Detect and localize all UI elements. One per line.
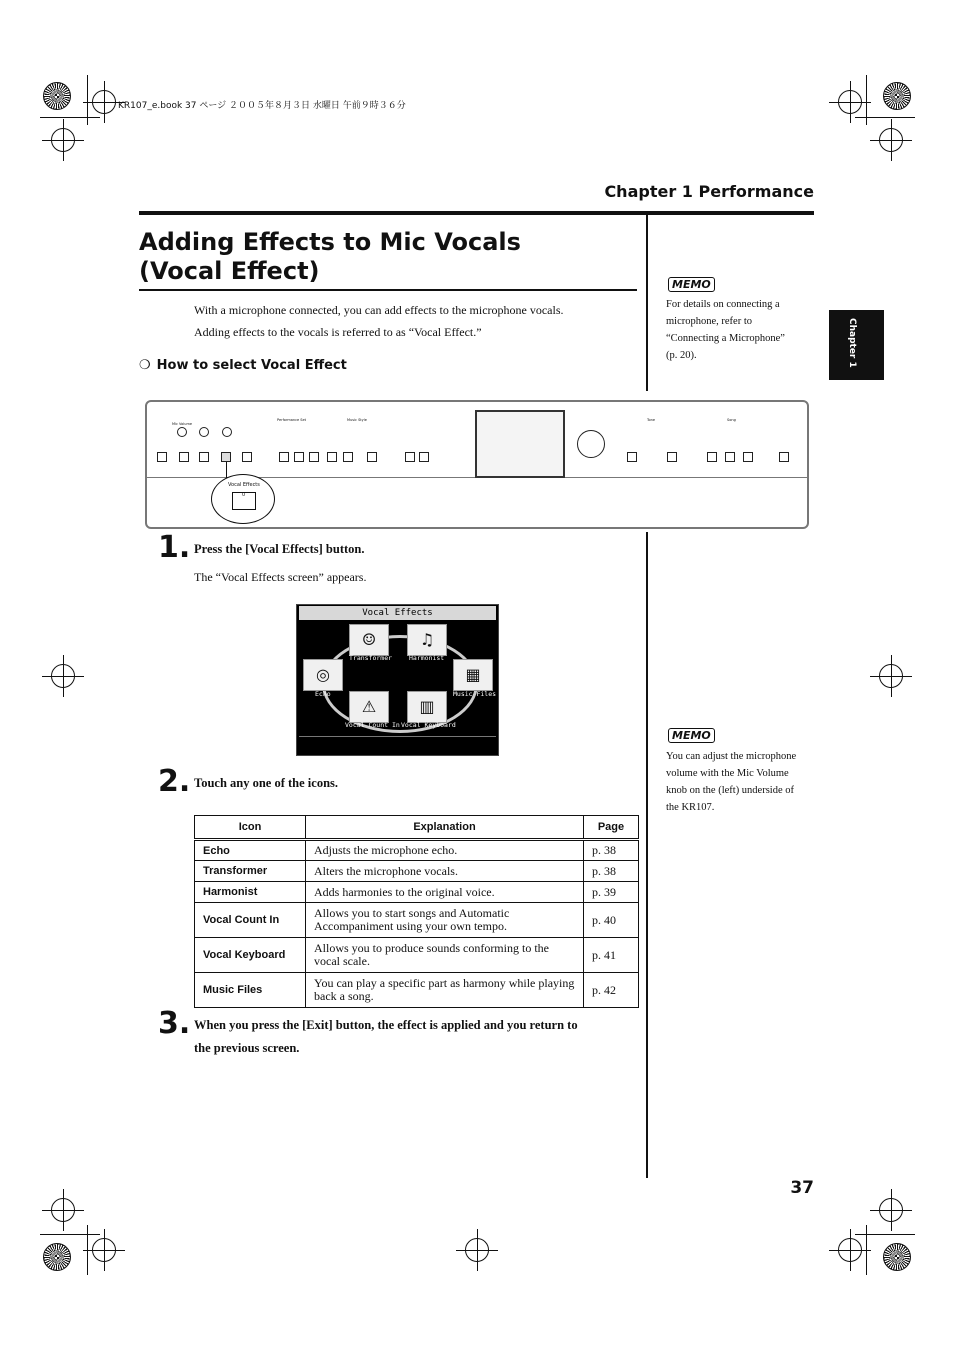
registration-burst-top-left <box>43 82 71 110</box>
crop-mark-mid-right <box>879 664 903 688</box>
row-page: p. 38 <box>584 840 639 861</box>
memo-icon: MEMO <box>668 277 715 292</box>
table-row <box>195 861 639 882</box>
registration-burst-bottom-left <box>43 1243 71 1271</box>
intro-line-2: Adding effects to the vocals is referred to as “Vocal Effect.” <box>194 325 482 339</box>
row-page: p. 40 <box>584 903 639 938</box>
page-number: 37 <box>790 1178 814 1198</box>
table-row <box>195 903 639 938</box>
crop-mark-bottom-right <box>838 1238 862 1262</box>
crop-line <box>866 75 867 125</box>
panel-button <box>294 452 304 462</box>
control-panel-illustration <box>145 400 809 529</box>
memo-1-line: microphone, refer to <box>666 316 753 327</box>
crop-line <box>40 1234 100 1235</box>
title-underline <box>139 289 637 291</box>
row-explanation: Alters the microphone vocals. <box>306 861 584 882</box>
memo-1-line: (p. 20). <box>666 350 697 361</box>
row-page: p. 41 <box>584 938 639 973</box>
vocal-keyboard-caption: Vocal Keyboard <box>401 721 456 729</box>
music-files-caption: Music Files <box>453 690 497 698</box>
crop-line <box>87 1225 88 1275</box>
panel-button <box>279 452 289 462</box>
vocal-effects-button <box>232 492 256 510</box>
registration-burst-top-right <box>883 82 911 110</box>
panel-screen <box>475 410 565 478</box>
step-2-text: Touch any one of the icons. <box>194 776 339 790</box>
vocal-effects-screen <box>296 604 499 756</box>
panel-button <box>419 452 429 462</box>
row-icon: Music Files <box>195 973 306 1008</box>
title-line-1: Adding Effects to Mic Vocals <box>139 228 521 256</box>
crop-mark-top-left-lower <box>51 128 75 152</box>
table-row <box>195 882 639 903</box>
step-1-text: Press the [Vocal Effects] button. <box>194 542 365 556</box>
button-number: 0 <box>242 492 246 498</box>
crop-mark-top-right-lower <box>879 128 903 152</box>
panel-button <box>343 452 353 462</box>
panel-button <box>157 452 167 462</box>
memo-2-text <box>666 748 816 816</box>
column-divider <box>646 215 648 391</box>
table-row <box>195 973 639 1008</box>
subheading-text: How to select Vocal Effect <box>156 358 347 373</box>
crop-line <box>855 1234 915 1235</box>
panel-button <box>667 452 677 462</box>
panel-button <box>405 452 415 462</box>
memo-2-line: the KR107. <box>666 802 715 813</box>
table-row <box>195 938 639 973</box>
memo-1-line: For details on connecting a <box>666 299 780 310</box>
top-rule <box>139 211 814 215</box>
panel-button <box>725 452 735 462</box>
chapter-tab <box>829 310 884 380</box>
subheading-marker: ❍ <box>139 358 151 373</box>
vocal-count-in-caption: Vocal Count In <box>345 721 400 729</box>
row-page: p. 38 <box>584 861 639 882</box>
vocal-count-in-icon[interactable]: ⚠ <box>349 691 389 723</box>
screen-bottom-rule <box>299 736 496 737</box>
memo-2-line: knob on the (left) underside of <box>666 785 795 796</box>
panel-button <box>309 452 319 462</box>
row-page: p. 39 <box>584 882 639 903</box>
panel-button <box>779 452 789 462</box>
panel-button <box>743 452 753 462</box>
panel-button <box>199 452 209 462</box>
header-page: Page <box>584 816 639 840</box>
panel-button <box>327 452 337 462</box>
harmonist-caption: Harmonist <box>409 654 445 662</box>
subheading <box>139 358 347 373</box>
memo-1-text <box>666 296 816 364</box>
panel-label: Performance Set <box>277 418 307 422</box>
table-header-row <box>195 816 639 840</box>
echo-caption: Echo <box>315 690 331 698</box>
header-explanation: Explanation <box>306 816 584 840</box>
panel-button <box>179 452 189 462</box>
crop-line <box>40 117 100 118</box>
transformer-caption: Transformer <box>349 654 393 662</box>
row-explanation: Adds harmonies to the original voice. <box>306 882 584 903</box>
row-icon: Vocal Keyboard <box>195 938 306 973</box>
crop-mark-top-right <box>838 90 862 114</box>
header-icon: Icon <box>195 816 306 840</box>
column-divider-lower <box>646 532 648 1178</box>
vocal-effects-table <box>194 815 639 1008</box>
row-icon: Transformer <box>195 861 306 882</box>
step-3-number: 3. <box>158 1006 191 1041</box>
print-header: KR107_e.book 37 ページ ２００５年８月３日 水曜日 午前９時３６分 <box>118 101 406 111</box>
vocal-effects-panel-button <box>221 452 231 462</box>
music-files-icon[interactable]: ▦ <box>453 659 493 691</box>
knob-icon <box>177 427 187 437</box>
row-icon: Harmonist <box>195 882 306 903</box>
vocal-keyboard-icon[interactable]: ▥ <box>407 691 447 723</box>
knob-icon <box>199 427 209 437</box>
step-3-text-line-1: When you press the [Exit] button, the effect is applied and you return to <box>194 1018 578 1032</box>
row-explanation: Adjusts the microphone echo. <box>306 840 584 861</box>
crop-mark-bottom-right-upper <box>879 1198 903 1222</box>
row-icon: Echo <box>195 840 306 861</box>
dial-icon <box>577 430 605 458</box>
row-page: p. 42 <box>584 973 639 1008</box>
page-title <box>139 228 521 286</box>
chapter-heading: Chapter 1 Performance <box>604 182 814 201</box>
harmonist-icon[interactable]: ♫ <box>407 624 447 656</box>
row-explanation: Allows you to start songs and Automatic Accompaniment using your own tempo. <box>306 903 584 938</box>
crop-line <box>855 117 915 118</box>
title-line-2: (Vocal Effect) <box>139 257 320 285</box>
crop-mark-mid-left <box>51 664 75 688</box>
panel-button <box>627 452 637 462</box>
panel-label: Mic Volume <box>172 422 193 426</box>
memo-icon: MEMO <box>668 728 715 743</box>
panel-button <box>242 452 252 462</box>
step-2-number: 2. <box>158 764 191 799</box>
panel-label: Song <box>727 418 736 422</box>
panel-button <box>367 452 377 462</box>
memo-1-line: “Connecting a Microphone” <box>666 333 785 344</box>
step-1-number: 1. <box>158 530 191 565</box>
table-row <box>195 840 639 861</box>
crop-mark-bottom-left <box>92 1238 116 1262</box>
intro-line-1: With a microphone connected, you can add effects to the microphone vocals. <box>194 303 564 317</box>
row-explanation: You can play a specific part as harmony while playing back a song. <box>306 973 584 1008</box>
vocal-effects-callout <box>211 474 275 524</box>
step-3-text-line-2: the previous screen. <box>194 1041 300 1055</box>
memo-2-line: volume with the Mic Volume <box>666 768 789 779</box>
registration-burst-bottom-right <box>883 1243 911 1271</box>
callout-label: Vocal Effects <box>228 482 260 488</box>
knob-icon <box>222 427 232 437</box>
memo-2-line: You can adjust the microphone <box>666 751 797 762</box>
panel-label: Music Style <box>347 418 367 422</box>
crop-line <box>87 75 88 125</box>
screen-title: Vocal Effects <box>299 606 496 620</box>
transformer-icon[interactable]: ☺ <box>349 624 389 656</box>
row-icon: Vocal Count In <box>195 903 306 938</box>
crop-line <box>866 1225 867 1275</box>
panel-label: Tone <box>647 418 656 422</box>
step-1-note: The “Vocal Effects screen” appears. <box>194 570 367 584</box>
chapter-tab-label: Chapter 1 <box>847 318 857 368</box>
row-explanation: Allows you to produce sounds conforming to the vocal scale. <box>306 938 584 973</box>
echo-icon[interactable]: ◎ <box>303 659 343 691</box>
panel-button <box>707 452 717 462</box>
crop-mark-bottom-left-upper <box>51 1198 75 1222</box>
crop-mark-bottom-center <box>465 1238 489 1262</box>
crop-mark-top-left <box>92 90 116 114</box>
